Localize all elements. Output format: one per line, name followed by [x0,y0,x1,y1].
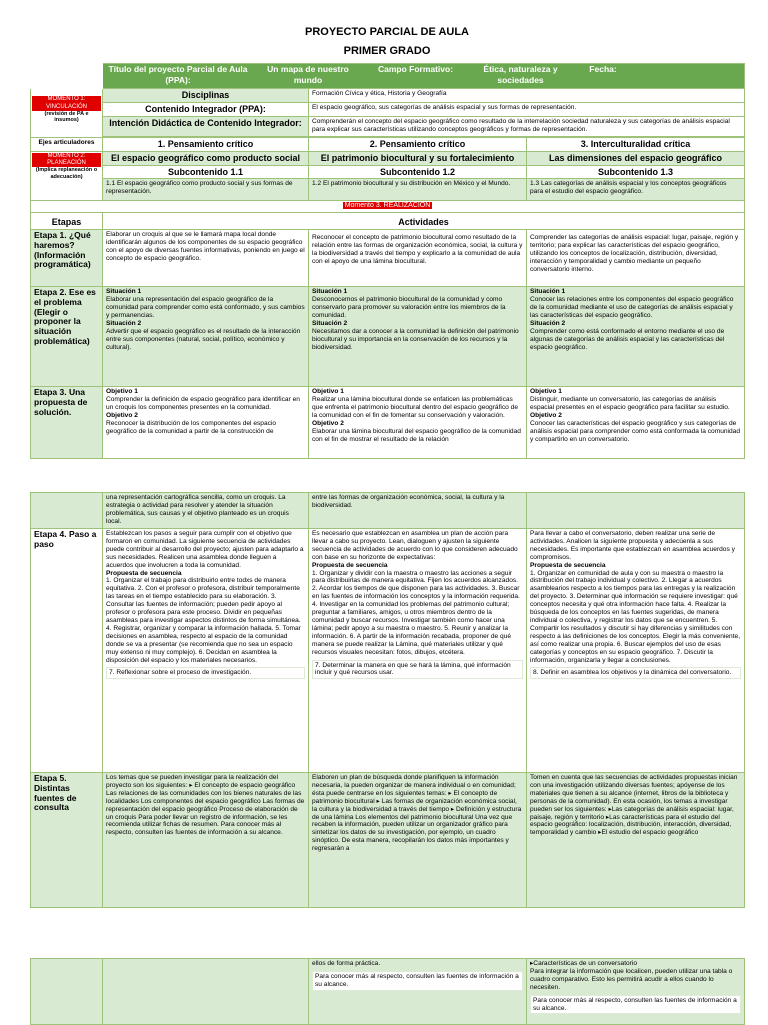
subcontenido-1-label: Subcontenido 1.1 [103,165,309,179]
campo-label: Campo Formativo: [377,64,454,75]
etapa-4-col-1: Establezcan los pasos a seguir para cumplir con el objetivo que formaron en comunidad. La siguiente secuencia de actividades puede contribuir al desarrollo del proyecto; ajusten para adaptarlo a sus necesidades. Realicen una asamblea donde lleguen a acuerdos que involucren a toda la comunidad. Propuesta de secuencia 1. Organizar el trabajo para distribuirlo entre todxs de manera equitativa. 2. Con el profesor o profesora, distribuir temporalmente las tareas en el tiempo establecido para su elaboración. 3. Consultar las fuentes de información; pueden pedir apoyo al profesor o profesora para este proceso. Dividir en pequeñas asambleas para investigar aspectos distintos de forma simultánea. 4. Registrar, organizar y comparar la información hallada. 5. Tomar decisiones en asamblea, respecto al espacio de la comunidad donde se va a presentar (se recomienda que no sea un espacio muy extenso ni muy complejo). 6. Decidan en asamblea la disposición del espacio y los materiales necesarios. 7. Reflexionar sobre el proceso de investigación. [103,529,309,773]
etapa-5-col-1: Los temas que se pueden investigar para la realización del proyecto son los siguientes: ▸ El concepto de espacio geográfico Las relaciones de las comunidades con los bienes naturales de las localidades Los componentes del espacio geográfico Las formas de representación del espacio geográfico Proceso de elaboración de un croquis Para poder llevar un registro de información, se les recomienda utilizar fichas de resumen. Para conocer más al respecto, consulten las fuentes de información a su alcance. [103,773,309,908]
project-table [30,63,745,459]
momento2-note: (Implica replaneación o adecuación) [35,167,98,180]
disciplinas-value: Formación Cívica y ética, Historia y Geografía [309,89,745,103]
etapa-4-label: Etapa 4. Paso a paso [31,529,103,773]
tema-2: El patrimonio biocultural y su fortalecimiento [309,151,527,165]
fecha-label: Fecha: [589,64,617,75]
document-title: PROYECTO PARCIAL DE AULA [305,26,469,38]
etapa-5-col-2: Elaboren un plan de búsqueda donde planifiquen la información necesaria, la pueden organizar de manera individual o en comunidad; ésta puede centrarse en los siguientes temas: ▸ El concepto de patrimonio biocultural ▸ Las formas de organización económica social, la cultura y la biodiversidad a través del tiempo ▸ Definición y estructura de una lámina Los elementos del patrimonio biocultural Una vez que recaben la información, pueden utilizar un organizador gráfico para sintetizar los datos de su investigación, por ejemplo, un cuadro sinóptico. De esta manera, recopilarán los datos más importantes y regresarán a [309,773,527,908]
page-2 [30,492,744,908]
page3-col-2: ellos de forma práctica. Para conocer más al respecto, consulten las fuentes de información a su alcance. [309,959,527,1025]
contenido-label: Contenido Integrador (PPA): [103,103,309,117]
cont-col-1: una representación cartográfica sencilla, como un croquis. La estrategia o actividad para resolver y atender la situación problemática, sus causas y el objetivo planteado es un croquis local. [103,493,309,529]
eje-1: 1. Pensamiento crítico [103,137,309,151]
etapa-4-col-2: Es necesario que establezcan en asamblea un plan de acción para llevar a cabo su proyecto. Lean, dialoguen y ajusten la siguiente secuencia de actividades de acuerdo con lo que consideren adecuado con base en su horizonte de expectativas: Propuesta de secuencia 1. Organizar y dividir con la maestra o maestro las acciones a seguir para distribuirlas de manera equitativa. Fijen los acuerdos alcanzados. 2. Acordar los tiempos de que disponen para las actividades. 3. Buscar en las fuentes de información los conceptos y la información requerida. 4. Investigar en la comunidad los problemas del patrimonio cultural; preguntar a familiares, amigos, u otros miembros dentro de la comunidad y buscar recursos. Investigar también como hacer una lámina; pedir apoyo a su maestra o maestro. 5. Reunir y analizar la información. 6. A partir de la información recabada, proponer de qué manera se puede realizar la Lámina, qué materiales utilizar y qué recursos visuales necesitan: fotos, dibujos, etcétera. 7. Determinar la manera en que se hará la lámina, qué información incluir y qué recursos usar. [309,529,527,773]
momento3-badge: Momento 3. REALIZACIÓN [344,202,431,210]
tema-3: Las dimensiones del espacio geográfico [527,151,745,165]
cont-col-2: entre las formas de organización económica, social, la cultura y la biodiversidad. [309,493,527,529]
etapa-1-label: Etapa 1. ¿Qué haremos? (Información programática) [31,230,103,287]
project-table-cont [30,492,745,908]
etapa-4-col-3: Para llevar a cabo el conversatorio, deben realizar una serie de actividades. Analicen la siguiente propuesta y adecúenla a sus necesidades. Es importante que establezcan en asamblea acuerdos y compromisos. Propuesta de secuencia 1. Organizar en comunidad de aula y con su maestra o maestro la distribución del trabajo individual y colectivo. 2. Llegar a acuerdos asamblearios respecto a los tiempos para las entregas y la realización del proyecto. 3. Determinar qué información se requiere investigar: qué conceptos necesita y qué otra información hace falta. 4. Realizar la búsqueda de los conceptos en las fuentes sugeridas, de manera individual o colectiva, y registrar los datos que se encuentren. 5. Compartir los resultados y discutir si hay diferencias y similitudes con respecto a las definiciones de los conceptos. Elegir la más conveniente, así como realizar una propia. 6. Buscar ejemplos del uso de esas categorías y conceptos en su espacio geográfico. 7. Discutir la información, organizarla y llegar a conclusiones. 8. Definir en asamblea los objetivos y la dinámica del conversatorio. [527,529,745,773]
etapa-5-col-3: Tomen en cuenta que las secuencias de actividades propuestas inician con una investigación utilizando diversas fuentes; apóyense de los materiales que tienen a su alcance (internet, libros de la biblioteca y personas de la comunidad). En esta ocasión, los temas a investigar pueden ser los siguientes: ▸Las categorías de análisis espacial: lugar, paisaje, región y territorio ▸Las características para el estudio del espacio geográfico: localización, distribución, interacción, diversidad, temporalidad y cambio ▸El estudio del espacio geográfico [527,773,745,908]
momento1-badge: MOMENTO 1: VINCULACIÓN [32,96,101,110]
eje-2: 2. Pensamiento crítico [309,137,527,151]
etapa-1-col-1: Elaborar un croquis al que se le llamará mapa local donde identificarán algunos de los componentes de su espacio geográfico con el apoyo de diversas fuentes informativas, poniendo en juego el concepto de espacio geográfico. [103,230,309,287]
intencion-value: Comprenderán el concepto del espacio geográfico como resultado de la interrelación sociedad naturaleza y sus categorías de análisis espacial para explicar sus características utilizando conceptos geográficos y formas de representación. [309,116,745,136]
project-title-value: Un mapa de nuestro mundo [267,64,349,85]
etapa-5-label: Etapa 5. Distintas fuentes de consulta [31,773,103,908]
etapa-3-label: Etapa 3. Una propuesta de solución. [31,387,103,459]
actividades-header: Actividades [103,213,745,230]
project-header-row [103,64,745,89]
subcontenido-2-text: 1.2 El patrimonio biocultural y su distribución en México y el Mundo. [309,179,527,201]
etapa-1-col-2: Reconocer el concepto de patrimonio biocultural como resultado de la relación entre las formas de organización económica, social, la cultura y la biodiversidad a través del tiempo y explicarlo a la comunidad de aula con el apoyo de una lámina biocultural. [309,230,527,287]
subcontenido-1-text: 1.1 El espacio geográfico como producto social y sus formas de representación. [103,179,309,201]
etapas-header: Etapas [31,213,103,230]
momento1-note: (revisión de PA e insumos) [44,110,89,124]
project-table-cont-2 [30,958,745,1025]
eje-3: 3. Interculturalidad crítica [527,137,745,151]
etapa-2-col-1: Situación 1 Elaborar una representación del espacio geográfico de la comunidad para comprender como está conformado, y sus cambios y permanencias. Situación 2 Advertir que el espacio geográfico es el resultado de la interacción entre sus componentes (natural, social, político, económico y cultural). [103,287,309,387]
ejes-label: Ejes articuladores [31,137,103,151]
page-1 [30,26,744,459]
subcontenido-2-label: Subcontenido 1.2 [309,165,527,179]
disciplinas-label: Disciplinas [103,89,309,103]
subcontenido-3-text: 1.3 Las categorías de análisis espacial y los conceptos geográficos para el estudio del espacio geográfico. [527,179,745,201]
tema-1: El espacio geográfico como producto social [103,151,309,165]
subcontenido-3-label: Subcontenido 1.3 [527,165,745,179]
document-subtitle: PRIMER GRADO [343,45,431,58]
page-3 [30,958,744,1025]
etapa-2-col-3: Situación 1 Conocer las relaciones entre los componentes del espacio geográfico de la comunidad mediante el uso de categorías de análisis espacial y las características del espacio geográfico. Situación 2 Comprender como está conformado el entorno mediante el uso de algunas de categorías de análisis espacial y las características del espacio geográfico. [527,287,745,387]
contenido-value: El espacio geográfico, sus categorías de análisis espacial y sus formas de representación. [309,103,745,117]
etapa-3-col-2: Objetivo 1 Realizar una lámina biocultural donde se enfaticen las problemáticas que enfrenta el patrimonio biocultural dentro del espacio geográfico de la comunidad con el fin de fomentar su conservación y valoración. Objetivo 2 Elaborar una lámina biocultural del espacio geográfico de la comunidad con el fin de mostrar el resultado de la relación [309,387,527,459]
campo-value: Ética, naturaleza y sociedades [483,64,558,85]
etapa-3-col-3: Objetivo 1 Distinguir, mediante un conversatorio, las categorías de análisis espacial presentes en el espacio geográfico para facilitar su estudio. Objetivo 2 Conocer las características del espacio geográfico y sus categorías de análisis espacial para comprender como está conformada la comunidad y compartirlo en un conversatorio. [527,387,745,459]
etapa-3-col-1: Objetivo 1 Comprender la definición de espacio geográfico para identificar en un croquis los componentes presentes en la comunidad. Objetivo 2 Reconocer la distribución de los componentes del espacio geográfico de la comunidad a partir de la construcción de [103,387,309,459]
momento2-badge: MOMENTO 2: PLANEACIÓN [32,153,101,167]
project-title-label: Título del proyecto Parcial de Aula (PPA): [108,64,248,85]
etapa-2-col-2: Situación 1 Desconocemos el patrimonio biocultural de la comunidad y como conservarlo para promover su valoración entre los miembros de la comunidad. Situación 2 Necesitamos dar a conocer a la comunidad la definición del patrimonio biocultural y su importancia en la conservación de los recursos y la biodiversidad. [309,287,527,387]
etapa-1-col-3: Comprender las categorías de análisis espacial: lugar, paisaje, región y territorio; para explicar las características del espacio geográfico, utilizando los conceptos de localización, distribución, diversidad, interacción y temporalidad y cambio mediante un pequeño conversatorio interno. [527,230,745,287]
page3-col-3: ▸Características de un conversatorio Para integrar la información que localicen, pueden utilizar una tabla o cuadro comparativo. Esto les permitirá acudir a ellos cuando lo necesiten. Para conocer más al respecto, consulten las fuentes de información a su alcance. [527,959,745,1025]
etapa-2-label: Etapa 2. Ese es el problema (Elegir o proponer la situación problemática) [31,287,103,387]
intencion-label: Intención Didáctica de Contenido Integrador: [103,116,309,136]
